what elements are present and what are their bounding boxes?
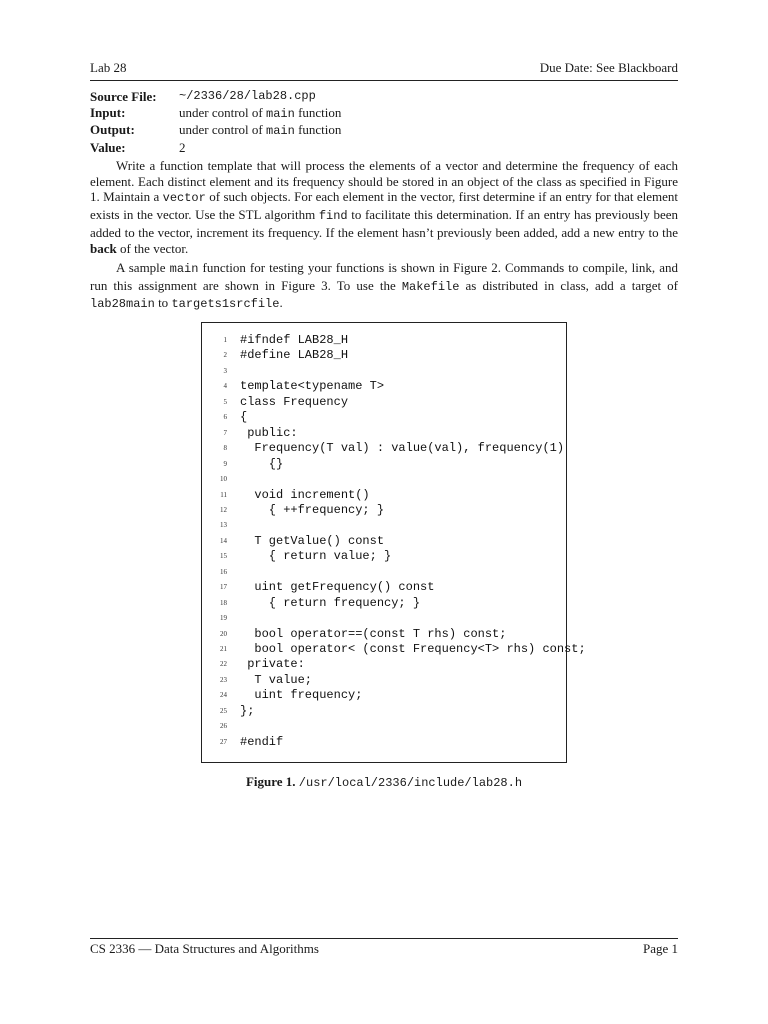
p2-code-target: lab28main [90,297,155,312]
code-line [202,611,562,627]
line-number: 12 [220,505,227,514]
code-line [202,457,562,473]
p1-code-vector: vector [162,191,206,206]
code-line [202,719,562,735]
line-number: 8 [223,444,227,453]
p2-code-main: main [169,262,199,276]
header-due-date: Due Date: See Blackboard [539,60,678,75]
code-line [202,627,562,643]
code-line [202,704,562,720]
code-text: T value; [240,672,313,687]
p1-text-4: of the vector. [116,240,189,256]
p2-text-3: as distributed in class, add a target of [459,277,678,293]
page-footer [90,938,678,959]
code-text: T getValue() const [240,533,385,548]
code-line [202,549,562,565]
code-text: uint frequency; [240,688,363,703]
code-text: template<typename T> [240,379,385,394]
p1-bold-back: back [90,240,117,256]
meta-source-label: Source File: [90,89,157,104]
code-line [202,534,562,550]
line-number: 15 [220,552,227,561]
meta-input-value [179,105,341,123]
line-number: 2 [223,351,227,360]
assignment-meta [90,89,341,155]
meta-input-code: main [266,106,295,121]
p2-text-2: function for testing your functions is shown in Figure 2. Commands to compile, link, and run this assignment are shown in Figure 3. To use the [90,260,678,293]
code-listing-figure-1 [201,322,586,763]
caption-path: /usr/local/2336/include/lab28.h [298,776,523,790]
line-number: 13 [220,521,227,530]
code-line [202,642,586,658]
line-number: 5 [223,397,227,406]
code-line [202,657,562,673]
p2-text-1: A sample [116,260,170,275]
code-line [202,364,562,380]
code-text: uint getFrequency() const [240,580,435,595]
line-number: 10 [220,475,227,484]
meta-source-value: ~/2336/28/lab28.cpp [179,89,316,103]
code-line [202,472,562,488]
code-text: { return value; } [240,549,392,564]
p2-code-makefile: Makefile [401,279,460,294]
line-number: 26 [220,722,227,731]
meta-output-post: function [294,122,342,137]
code-line [202,333,562,349]
footer-course-title: CS 2336 — Data Structures and Algorithms [90,941,319,956]
code-line [202,735,562,751]
meta-output-pre: under control of [179,122,267,137]
meta-input-pre: under control of [179,104,267,120]
meta-source-row [90,89,341,105]
code-line [202,673,562,689]
code-line [202,441,565,457]
line-number: 4 [223,382,227,391]
code-line [202,565,562,581]
code-line [202,688,562,704]
code-text: Frequency(T val) : value(val), frequency(1) [240,441,565,456]
code-text: class Frequency [240,394,349,409]
meta-output-code: main [266,124,295,138]
meta-input-row [90,105,341,123]
code-line [202,488,562,504]
p2-text-5: . [279,295,283,311]
code-line [202,395,562,411]
code-line [202,410,562,426]
meta-value-value: 2 [179,139,186,155]
code-line [202,518,562,534]
meta-output-row [90,122,341,140]
figure-caption [0,774,768,790]
code-line [202,580,562,596]
code-text: #define LAB28_H [240,348,349,363]
code-text: { return frequency; } [240,595,421,610]
caption-label: Figure 1. [245,774,296,789]
p1-text-1: Write a function template that will process the elements of a vector and determine the frequency of each element. Each distinct element and its frequency should be stored in an object of the class as specified in Figure 1. Maintain a [90,158,678,205]
meta-input-label: Input: [90,104,126,120]
code-text: {} [240,456,284,471]
p1-text-3: to facilitate this determination. If an entry has previously been added to the vector, increment its frequency. If the element hasn’t previously been added, add a new entry to the [90,207,678,240]
meta-output-label: Output: [90,122,135,137]
code-line [202,379,562,395]
code-line [202,348,562,364]
line-number: 9 [223,459,227,468]
meta-output-value [179,122,341,140]
header-lab-title: Lab 28 [90,60,127,75]
p2-text-4: to [154,295,172,311]
line-number: 11 [220,490,227,499]
line-number: 27 [220,737,227,746]
p1-text-2: of such objects. For each element in the vector, first determine if an entry for that element exists in the vector. Use the STL algorithm [90,189,678,223]
line-number: 22 [220,660,227,669]
code-text: }; [240,703,255,718]
line-number: 17 [220,583,227,592]
code-text: private: [240,657,305,672]
line-number: 7 [223,428,227,437]
code-text: bool operator< (const Frequency<T> rhs) const; [240,642,586,656]
code-text: #endif [240,734,284,749]
code-text: #ifndef LAB28_H [240,333,349,347]
code-text: public: [240,425,298,440]
meta-value-label: Value: [90,139,126,155]
line-number: 3 [223,366,227,375]
code-line [202,596,562,612]
code-line [202,503,562,519]
line-number: 19 [220,614,227,623]
line-number: 25 [220,706,227,715]
paragraph-testing [90,260,678,313]
p2-code-targets-file: targets1srcfile [171,297,280,312]
code-text: bool operator==(const T rhs) const; [240,626,507,641]
code-text: void increment() [240,487,370,502]
line-number: 14 [220,536,227,545]
line-number: 16 [220,567,227,576]
meta-value-row [90,140,341,156]
page-header [90,60,678,81]
line-number: 18 [220,598,227,607]
code-text: { [240,410,248,425]
p1-code-find: find [318,209,348,224]
paragraph-instructions [90,158,678,256]
line-number: 20 [220,629,227,638]
code-line [202,426,562,442]
footer-page-number: Page 1 [642,941,678,956]
code-text: { ++frequency; } [240,502,385,517]
line-number: 1 [223,336,227,344]
line-number: 21 [220,645,227,653]
line-number: 6 [223,413,227,422]
line-number: 24 [220,691,227,700]
meta-input-post: function [294,104,342,120]
line-number: 23 [220,675,227,684]
